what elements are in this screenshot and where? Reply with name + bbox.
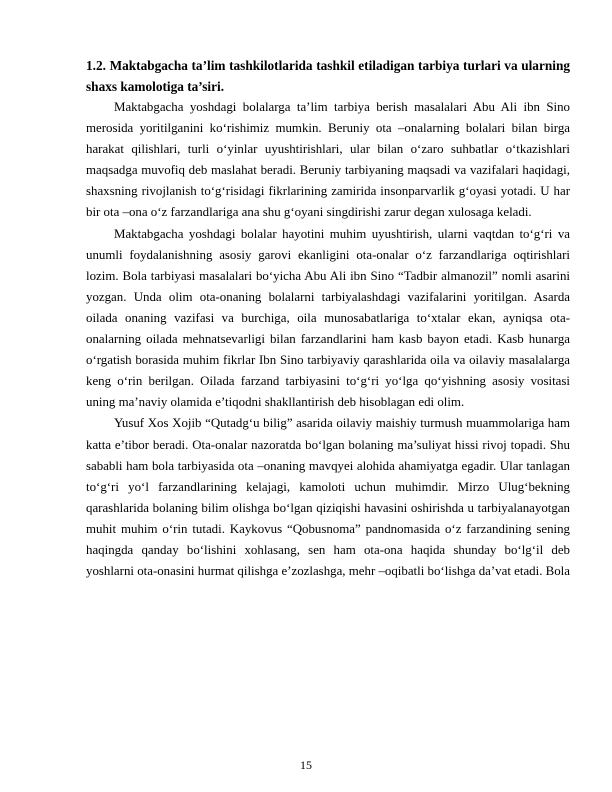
section-heading: 1.2. Maktabgacha ta’lim tashkilotlarida tashkil etiladigan tarbiya turlari va ularning shaxs kamolotiga ta’siri. [86, 58, 570, 94]
paragraph-2: Maktabgacha yoshdagi bolalar hayotini muhim uyushtirish, ularni vaqtdan to‘g‘ri va unumli foydalanishning asosiy garovi ekanligini ota-onalar o‘z farzandlariga oqtirishlari lozim. Bola tarbiyasi masalalari bo‘yicha Abu Ali ibn Sino “Tadbir almanozil” nomli asarini yozgan. Unda olim ota-onaning bolalarni tarbiyalashdagi vazifalarini yoritilgan. Asarda oilada onaning vazifasi va burchiga, oila munosabatlariga to‘xtalar ekan, ayniqsa ota-onalarning oilada mehnatsevarligi bilan farzandlarini ham kasb bayon etadi. Kasb hunarga o‘rgatish borasida muhim fikrlar Ibn Sino tarbiyaviy qarashlarida oila va oilaviy masalalarga keng o‘rin berilgan. Oilada farzand tarbiyasini to‘g‘ri yo‘lga qo‘yishning asosiy vositasi uning ma’naviy olamida e’tiqodni shakllantirish deb hisoblagan edi olim. [86, 226, 570, 410]
paragraph-3: Yusuf Xos Xojib “Qutadg‘u bilig” asarida oilaviy maishiy turmush muammolariga ham katta e’tibor beradi. Ota-onalar nazoratda bo‘lgan bolaning ma’suliyat hissi rivoj topadi. Shu sababli ham bola tarbiyasida ota –onaning mavqyei alohida ahamiyatga egadir. Ular tanlagan to‘g‘ri yo‘l farzandlarining kelajagi, kamoloti uchun muhimdir. Mirzo Ulug‘bekning qarashlarida bolaning bilim olishga bo‘lgan qiziqishi havasini oshirishda u tarbiyalanayotgan muhit muhim o‘rin tutadi. Kaykovus “Qobusnoma” pandnomasida o‘z farzandining sening haqingda qanday bo‘lishini xohlasang, sen ham ota-ona haqida shunday bo‘lg‘il deb yoshlarni ota-onasini hurmat qilishga e’zozlashga, mehr –oqibatli bo‘lishga da’vat etadi. Bola [86, 416, 570, 579]
document-page [86, 55, 570, 582]
paragraph-1: Maktabgacha yoshdagi bolalarga ta’lim tarbiya berish masalalari Abu Ali ibn Sino merosida yoritilganini ko‘rishimiz mumkin. Beruniy ota –onalarning bolalari bilan birga harakat qilishlari, turli o‘yinlar uyushtirishlari, ular bilan o‘zaro suhbatlar o‘tkazishlari maqsadga muvofiq deb maslahat beradi. Beruniy tarbiyaning maqsadi va vazifalari haqidagi, shaxsning rivojlanish to‘g‘risidagi fikrlarining zamirida insonparvarlik g‘oyasi yotadi. U har bir ota –ona o‘z farzandlariga ana shu g‘oyani singdirishi zarur degan xulosaga keladi. [86, 100, 570, 220]
page-number: 15 [300, 758, 312, 772]
